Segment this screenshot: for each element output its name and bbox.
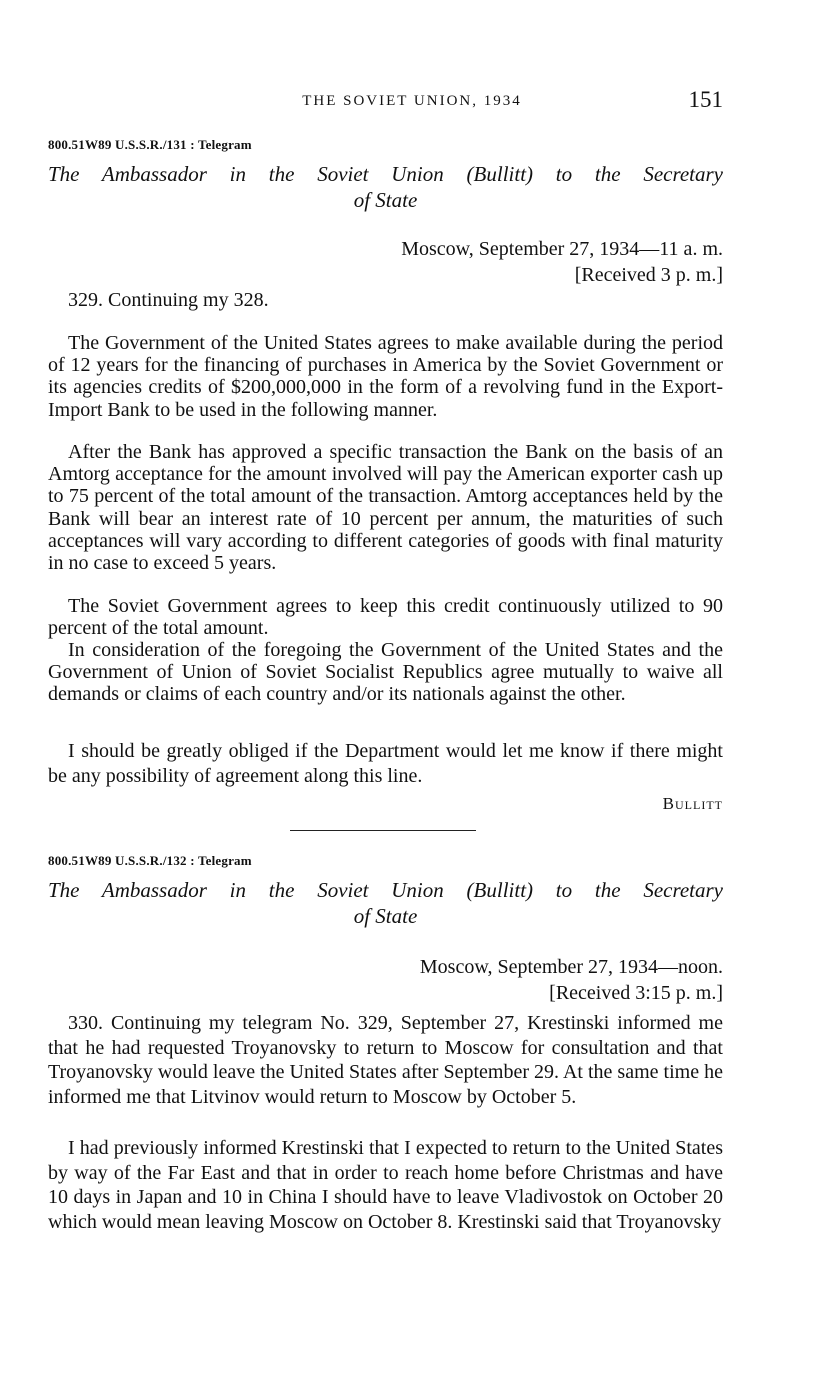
signature: Bullitt	[662, 794, 723, 813]
body-paragraph: In consideration of the foregoing the Government of the United States and the Government of Union of Soviet Socialist Republics agree mutually to waive all demands or claims of each country and/or its nationals against the other.	[48, 639, 723, 706]
dateline-131	[401, 236, 723, 288]
body-paragraph: The Government of the United States agrees to make available during the period of 12 years for the financing of purchases in America by the Soviet Government or its agencies credits of $200,000,000 in the form of a revolving fund in the Export-Import Bank to be used in the following manner.	[48, 332, 723, 421]
body-paragraph: The Soviet Government agrees to keep this credit continuously utilized to 90 percent of the total amount.	[48, 595, 723, 640]
document-title-line2: of State	[353, 904, 418, 928]
document-title-line1: The Ambassador in the Soviet Union (Bullitt) to the Secretary	[48, 162, 723, 186]
dateline-place-date: Moscow, September 27, 1934—11 a. m.	[401, 238, 723, 260]
page-number: 151	[688, 87, 723, 112]
telegram-opening: 329. Continuing my 328.	[68, 289, 269, 311]
received-time: [Received 3:15 p. m.]	[549, 982, 723, 1004]
section-divider	[290, 830, 476, 831]
document-title-132	[48, 877, 723, 929]
running-title: THE SOVIET UNION, 1934	[302, 93, 522, 109]
file-reference-131: 800.51W89 U.S.S.R./131 : Telegram	[48, 137, 252, 152]
dateline-132	[420, 954, 723, 1006]
document-title-line1: The Ambassador in the Soviet Union (Bullitt) to the Secretary	[48, 878, 723, 902]
body-paragraph: 330. Continuing my telegram No. 329, September 27, Krestinski informed me that he had requested Troyanovsky to return to Moscow for consultation and that Troyanovsky would leave the United States after September 29. At the same time he informed me that Litvinov would return to Moscow by October 5.	[48, 1012, 723, 1108]
document-title-line2: of State	[353, 188, 418, 212]
closing-paragraph: I should be greatly obliged if the Department would let me know if there might be any possibility of agreement along this line.	[48, 740, 723, 787]
document-title-131	[48, 161, 723, 213]
file-reference-132: 800.51W89 U.S.S.R./132 : Telegram	[48, 853, 252, 868]
body-paragraph: I had previously informed Krestinski that I expected to return to the United States by way of the Far East and that in order to reach home before Christmas and have 10 days in Japan and 10 in China I should have to leave Vladivostok on October 20 which would mean leaving Moscow on October 8. Krestinski said that Troyanovsky	[48, 1137, 723, 1233]
received-time: [Received 3 p. m.]	[574, 264, 723, 286]
body-paragraph: After the Bank has approved a specific transaction the Bank on the basis of an Amtorg acceptance for the amount involved will pay the American exporter cash up to 75 percent of the total amount of the transaction. Amtorg acceptances held by the Bank will bear an interest rate of 10 percent per annum, the maturities of such acceptances will vary according to different categories of goods with final maturity in no case to exceed 5 years.	[48, 441, 723, 575]
dateline-place-date: Moscow, September 27, 1934—noon.	[419, 956, 723, 978]
